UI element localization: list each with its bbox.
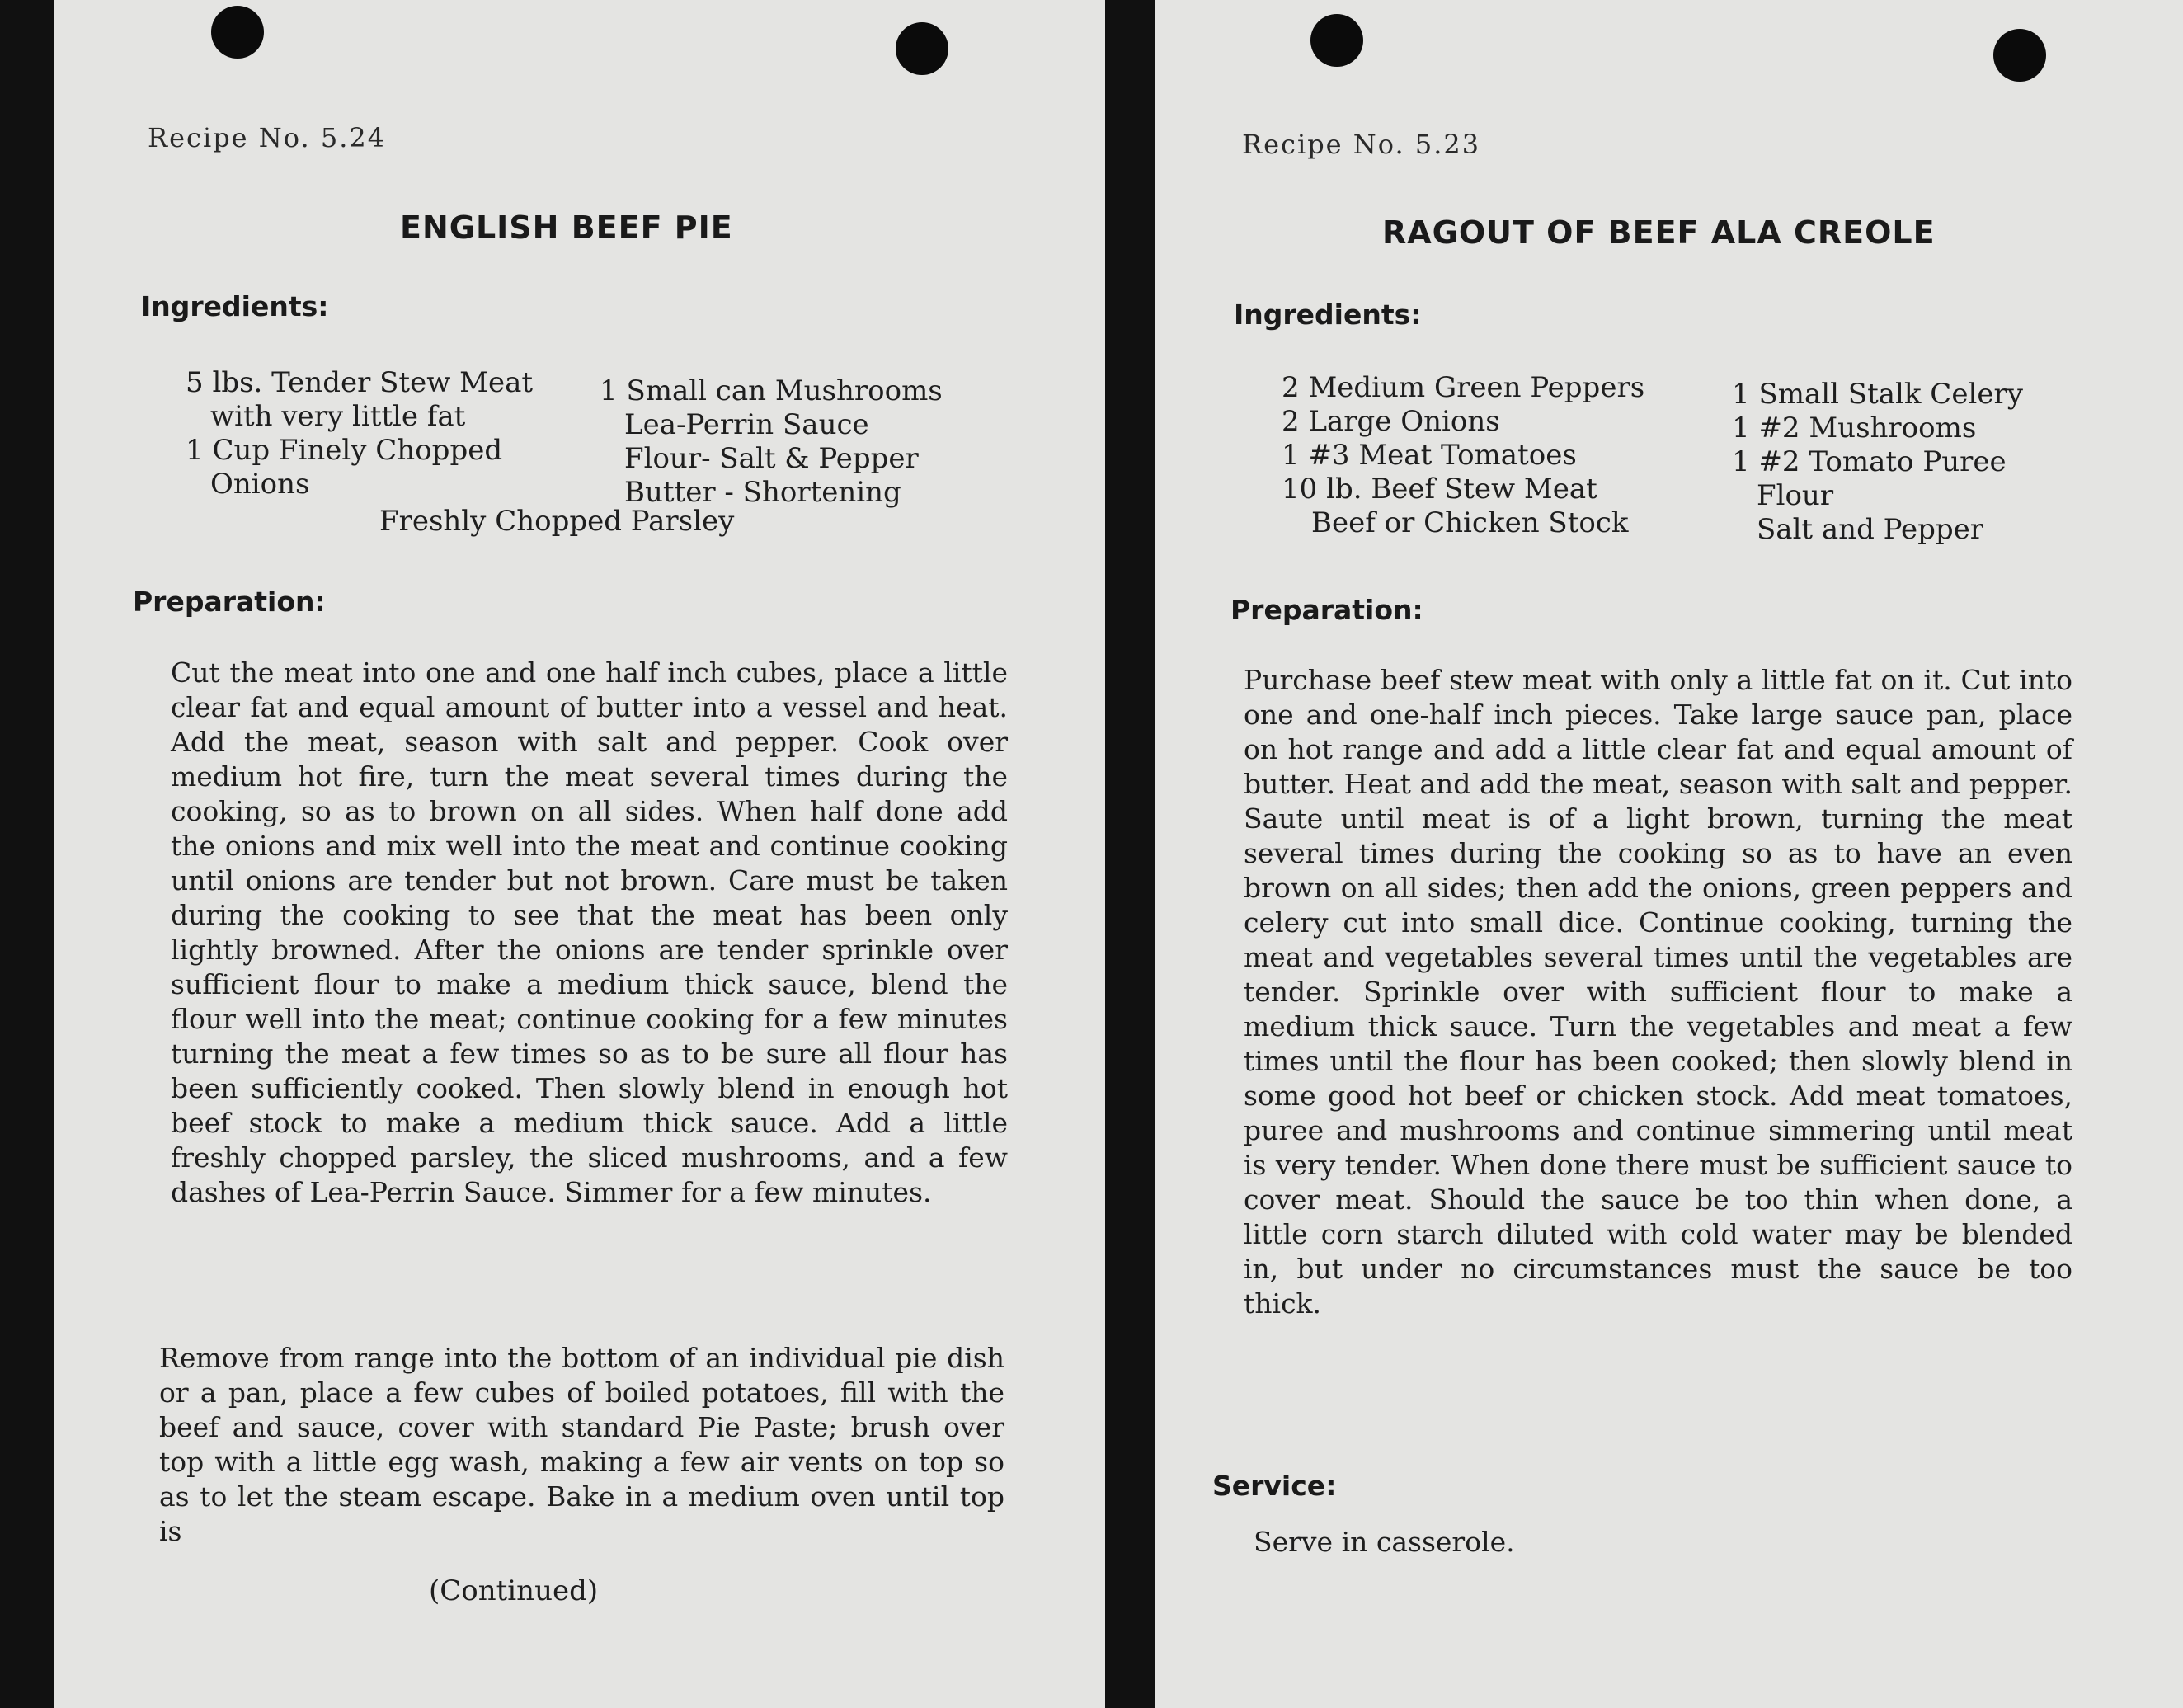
ingredient-item: Salt and Pepper — [1757, 513, 1984, 546]
ingredient-item: Flour- Salt & Pepper — [624, 442, 919, 475]
ingredient-item: Butter - Shortening — [624, 476, 901, 509]
ingredients-heading: Ingredients: — [1234, 299, 1422, 331]
recipe-card-ragout-of-beef — [1155, 0, 2183, 1708]
preparation-heading: Preparation: — [133, 586, 326, 618]
ingredients-heading: Ingredients: — [141, 290, 329, 322]
ingredient-item: Lea-Perrin Sauce — [624, 408, 869, 441]
punch-hole-left — [211, 6, 264, 59]
ingredient-item: 1 Small can Mushrooms — [600, 374, 943, 407]
recipe-number: Recipe No. 5.23 — [1242, 129, 1481, 160]
ingredient-item: Beef or Chicken Stock — [1311, 506, 1629, 539]
ingredient-item: 1 Small Stalk Celery — [1732, 378, 2023, 411]
recipe-title: ENGLISH BEEF PIE — [400, 209, 733, 246]
ingredients-list-right — [600, 374, 943, 510]
ingredient-item: 1 Cup Finely Chopped — [186, 434, 503, 467]
punch-hole-right — [896, 22, 948, 75]
preparation-paragraph: Purchase beef stew meat with only a little fat on it. Cut into one and one-half inch pieces. Take large sauce pan, place on hot range and add a little clear fat and equal amount of butter. Heat and add the meat, season with salt and pepper. Saute until meat is of a light brown, turning the meat several times during the cooking so as to have an even brown on all sides; then add the onions, green peppers and celery cut into small dice. Continue cooking, turning the meat and vegetables several times until the vegetables are tender. Sprinkle over with sufficient flour to make a medium thick sauce. Turn the vegetables and meat a few times until the flour has been cooked; then slowly blend in some good hot beef or chicken stock. Add meat tomatoes, puree and mushrooms and continue simmering until meat is very tender. When done there must be sufficient sauce to cover meat. Should the sauce be too thin when done, a little corn starch diluted with cold water may be blended in, but under no circumstances must the sauce be too thick. — [1244, 664, 2072, 1320]
preparation-heading: Preparation: — [1230, 594, 1423, 626]
preparation-paragraph: Remove from range into the bottom of an individual pie dish or a pan, place a few cubes of boiled potatoes, fill with the beef and sauce, cover with standard Pie Paste; brush over top with a little egg wash, making a few air vents on top so as to let the steam escape. Bake in a medium oven until top is — [159, 1342, 1004, 1547]
ingredient-item: 5 lbs. Tender Stew Meat — [186, 366, 533, 399]
ingredients-list-right — [1732, 378, 2023, 547]
service-heading: Service: — [1212, 1470, 1337, 1502]
ingredient-item-centered: Freshly Chopped Parsley — [379, 505, 735, 538]
ingredients-list-left — [1282, 371, 1644, 540]
ingredient-item: 2 Large Onions — [1282, 405, 1500, 438]
recipe-card-english-beef-pie — [54, 0, 1105, 1708]
recipe-number: Recipe No. 5.24 — [148, 122, 387, 153]
punch-hole-left — [1310, 14, 1363, 67]
recipe-title: RAGOUT OF BEEF ALA CREOLE — [1382, 214, 1936, 251]
ingredient-item: 10 lb. Beef Stew Meat — [1282, 473, 1597, 506]
service-text: Serve in casserole. — [1254, 1526, 1515, 1558]
ingredient-item: 2 Medium Green Peppers — [1282, 371, 1645, 404]
continued-note: (Continued) — [429, 1574, 599, 1607]
ingredient-item: 1 #2 Tomato Puree — [1732, 445, 2007, 478]
preparation-paragraph: Cut the meat into one and one half inch cubes, place a little clear fat and equal amount of butter into a vessel and heat. Add the meat, season with salt and pepper. Cook over medium hot fire, turn the meat several times during the cooking, so as to brown on all sides. When half done add the onions and mix well into the meat and continue cooking until onions are tender but not brown. Care must be taken during the cooking to see that the meat has been only lightly browned. After the onions are tender sprinkle over sufficient flour to make a medium thick sauce, blend the flour well into the meat; continue cooking for a few minutes turning the meat a few times so as to be sure all flour has been sufficiently cooked. Then slowly blend in enough hot beef stock to make a medium thick sauce. Add a little freshly chopped parsley, the sliced mushrooms, and a few dashes of Lea-Perrin Sauce. Simmer for a few minutes. — [171, 656, 1008, 1208]
ingredient-item: Flour — [1757, 479, 1834, 512]
ingredients-list-left — [186, 366, 533, 501]
ingredient-item: 1 #2 Mushrooms — [1732, 412, 1977, 445]
ingredient-item: Onions — [210, 468, 310, 501]
ingredient-item: 1 #3 Meat Tomatoes — [1282, 439, 1577, 472]
ingredient-item: with very little fat — [210, 400, 466, 433]
punch-hole-right — [1993, 29, 2046, 82]
